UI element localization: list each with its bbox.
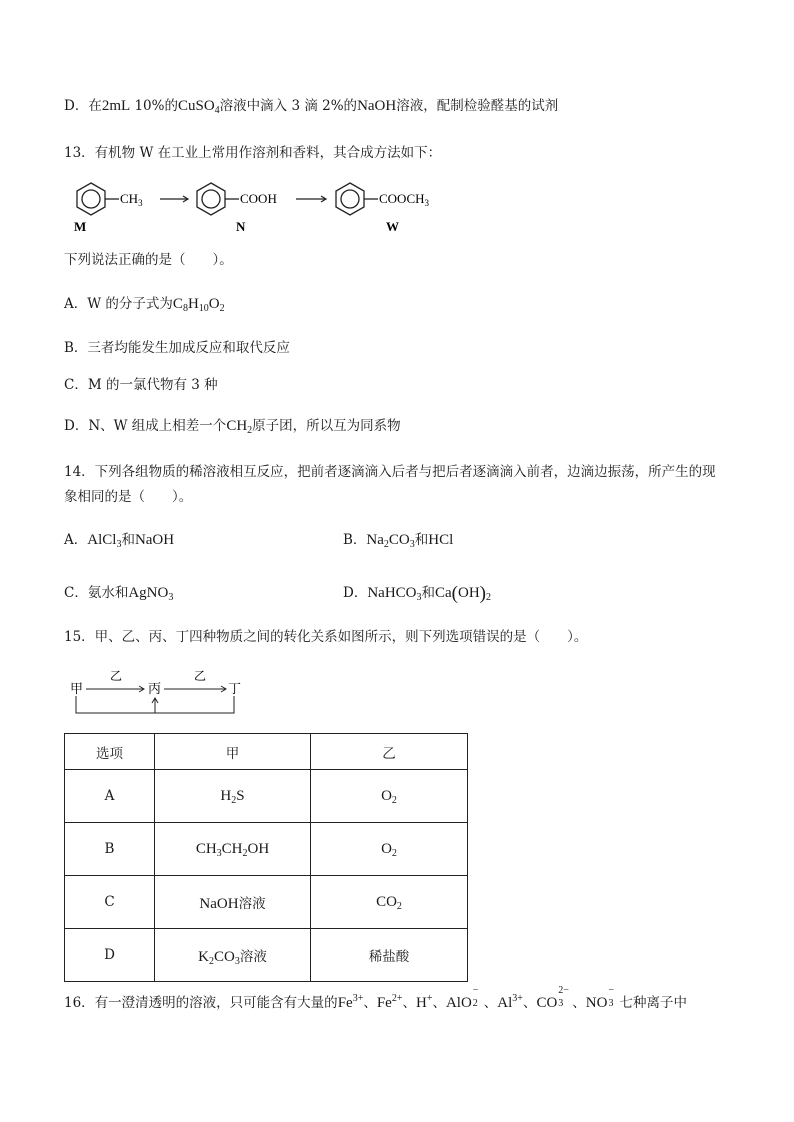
row-a-jia: $H_2S$ (155, 770, 311, 823)
arrow-2 (296, 196, 326, 202)
q13-question: 下列说法正确的是（ ）。 (64, 252, 233, 268)
header-jia: 甲 (155, 734, 311, 770)
q14-option-d: D．NaHCO$_3$和$Ca(OH)_2$ (343, 583, 491, 604)
benzene-ring-m (77, 183, 105, 215)
q12-d-volume: 2mL (101, 98, 131, 114)
reagent-yi-2: 乙 (194, 669, 207, 683)
q14-stem-line2: 象相同的是（ ）。 (64, 489, 193, 505)
q14-option-b: B．$Na_2CO_3$和HCl (343, 532, 454, 550)
ion-fe2: $Fe^{2+}$ (376, 993, 403, 1011)
header-option: 选项 (65, 734, 155, 770)
row-b-option: B (65, 823, 155, 876)
header-yi: 乙 (311, 734, 468, 770)
row-a-option: A (65, 770, 155, 823)
q14-d-nahco3: NaHCO$_3$ (367, 585, 422, 603)
table-header-row (65, 734, 468, 770)
row-c-jia: NaOH溶液 (155, 876, 311, 929)
ion-alo2: AlO − 2 (445, 985, 479, 1011)
label-m: M (74, 219, 87, 234)
node-bing: 丙 (148, 681, 162, 696)
q13-reaction-scheme (64, 175, 464, 241)
ion-co3: CO 2− 3 (536, 985, 569, 1011)
reagent-yi-1: 乙 (110, 669, 123, 683)
q13-option-d (64, 416, 401, 436)
row-c-option: C (65, 876, 155, 929)
table-row (65, 929, 468, 982)
row-a-yi: $O_2$ (311, 770, 468, 823)
q14-a-alcl3: AlCl$_3$ (87, 532, 122, 550)
q13-d-post: 原子团，所以互为同系物 (252, 418, 401, 434)
q13-a-formula: $C_8H_{10}O_2$ (172, 296, 225, 314)
q15-options-table (64, 733, 468, 982)
node-ding: 丁 (228, 681, 242, 696)
n-substituent: COOH (240, 191, 277, 206)
table-row (65, 770, 468, 823)
q13-d-prefix: D．N、W 组成上相差一个 (64, 418, 227, 434)
w-substituent: $COOCH_3$ (379, 191, 430, 208)
row-b-yi: $O_2$ (311, 823, 468, 876)
q12-d-prefix: D．在 (64, 98, 102, 114)
ion-fe3: $Fe^{3+}$ (337, 993, 364, 1011)
ion-h: H+ (415, 993, 433, 1011)
q13-d-ch2: $CH_2$ (226, 418, 253, 436)
q13-option-c: C．M 的一氯代物有 3 种 (64, 377, 218, 393)
benzene-ring-n (197, 183, 225, 215)
table-row (65, 876, 468, 929)
row-d-jia: $K_2CO_3$溶液 (155, 929, 311, 982)
q12-d-middle: 溶液中滴入 3 滴 2%的 (219, 98, 358, 114)
q14-c-agno3: AgNO$_3$ (128, 585, 174, 603)
q14-option-a: A．AlCl$_3$和NaOH (64, 532, 175, 550)
m-substituent: $CH_3$ (120, 191, 143, 208)
q14-a-naoh: NaOH (134, 532, 175, 548)
label-n: N (236, 219, 246, 234)
q15-stem: 15．甲、乙、丙、丁四种物质之间的转化关系如图所示，则下列选项错误的是（ ）。 (64, 629, 588, 645)
q13-a-prefix: A．W 的分子式为 (64, 296, 173, 312)
q12-d-cuso4: CuSO$_4$ (177, 98, 220, 116)
row-d-yi: 稀盐酸 (311, 929, 468, 982)
row-c-yi: $CO_2$ (311, 876, 468, 929)
table-row (65, 823, 468, 876)
benzene-ring-w (336, 183, 364, 215)
q13-option-a (64, 294, 225, 314)
q12-d-percent: 10%的 (130, 98, 178, 114)
arrow-1 (160, 196, 188, 202)
q15-conversion-diagram (64, 668, 264, 724)
q14-option-c: C．氨水和AgNO$_3$ (64, 585, 174, 603)
q14-b-hcl: HCl (428, 532, 454, 548)
q14-d-caoh2: $Ca(OH)_2$ (435, 583, 491, 604)
q12-option-d (64, 96, 558, 116)
row-d-option: D (65, 929, 155, 982)
q12-d-post: 溶液，配制检验醛基的试剂 (396, 98, 559, 114)
ion-al3: $Al^{3+}$ (497, 993, 523, 1011)
q12-d-naoh: NaOH (357, 98, 397, 114)
q14-b-na2co3: $Na_2CO_3$ (366, 532, 415, 550)
ion-no3: NO − 3 (585, 985, 615, 1011)
q16-stem: 16．有一澄清透明的溶液，只可能含有大量的$Fe^{3+}$、$Fe^{2+}$、H+、AlO − 2 、$Al^{3+}$、CO 2− 3 、NO − 3 七种离子中 (64, 985, 687, 1011)
q13-option-b: B．三者均能发生加成反应和取代反应 (64, 340, 290, 356)
row-b-jia: $CH_3CH_2OH$ (155, 823, 311, 876)
q13-stem: 13．有机物 W 在工业上常用作溶剂和香料，其合成方法如下： (64, 145, 442, 161)
node-jia: 甲 (70, 681, 84, 696)
q14-stem-line1: 14．下列各组物质的稀溶液相互反应，把前者逐滴滴入后者与把后者逐滴滴入前者，边滴边振荡，所产生的现 (64, 464, 716, 480)
label-w: W (386, 219, 399, 234)
